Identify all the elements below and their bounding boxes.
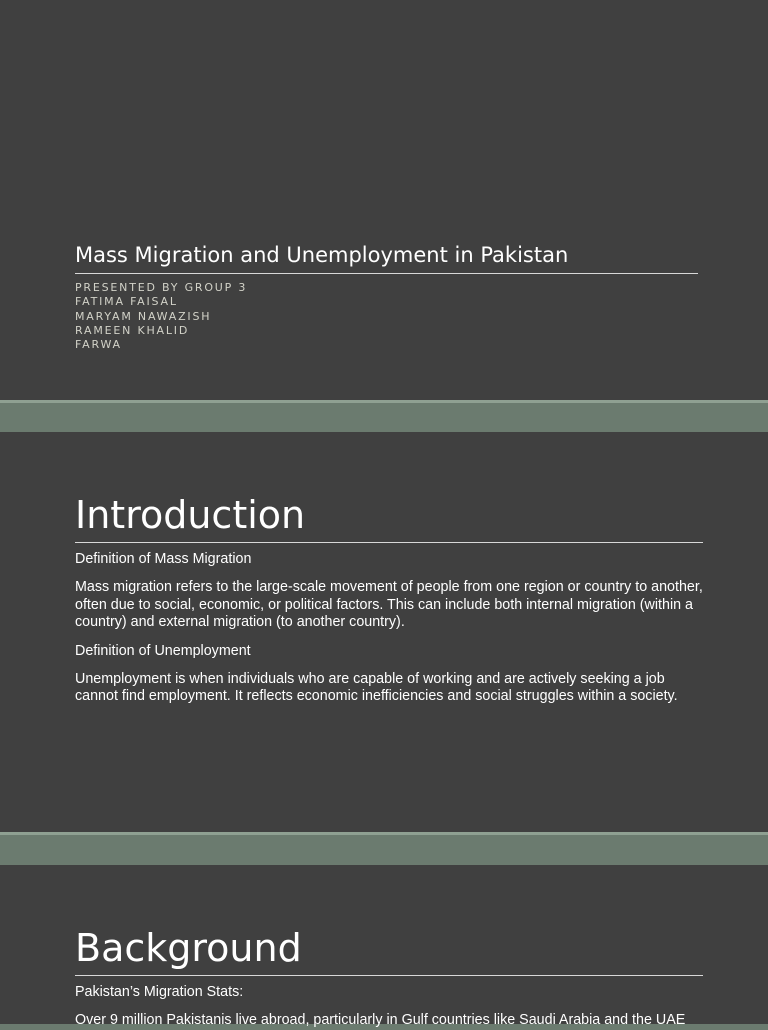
background-underline — [75, 975, 703, 976]
presenter-line: FATIMA FAISAL — [75, 295, 178, 309]
presenter-list — [75, 281, 247, 352]
unemployment-definition-text: Unemployment is when individuals who are capable of working and are actively seeking a job cannot find employment. It reflects economic inefficiencies and social struggles within a society. — [75, 671, 678, 705]
unemployment-definition-title: Definition of Unemployment — [75, 642, 251, 659]
slide-separator — [0, 832, 768, 865]
introduction-underline — [75, 542, 703, 543]
migration-stats-title: Pakistan’s Migration Stats: — [75, 984, 244, 1000]
background-heading: Background — [75, 926, 302, 970]
slide-separator — [0, 400, 768, 432]
presentation-title: Mass Migration and Unemployment in Pakistan — [75, 243, 569, 267]
background-body — [75, 984, 707, 1030]
presenter-line: MARYAM NAWAZISH — [75, 309, 212, 323]
presenter-line: FARWA — [75, 338, 122, 352]
title-slide — [0, 0, 768, 400]
mass-migration-definition-text: Mass migration refers to the large-scale movement of people from one region or country to another, often due to social, economic, or political factors. This can include both internal migration (within a country) and external migration (to another country). — [75, 579, 703, 631]
mass-migration-definition-title: Definition of Mass Migration — [75, 551, 252, 567]
presenter-line: PRESENTED BY GROUP 3 — [75, 281, 248, 294]
introduction-heading: Introduction — [75, 493, 306, 537]
introduction-body — [75, 551, 707, 717]
title-underline — [75, 273, 698, 274]
migration-stats-text: Over 9 million Pakistanis live abroad, particularly in Gulf countries like Saudi Arabia and the UAE — [75, 1012, 686, 1029]
presenter-line: RAMEEN KHALID — [75, 323, 190, 337]
